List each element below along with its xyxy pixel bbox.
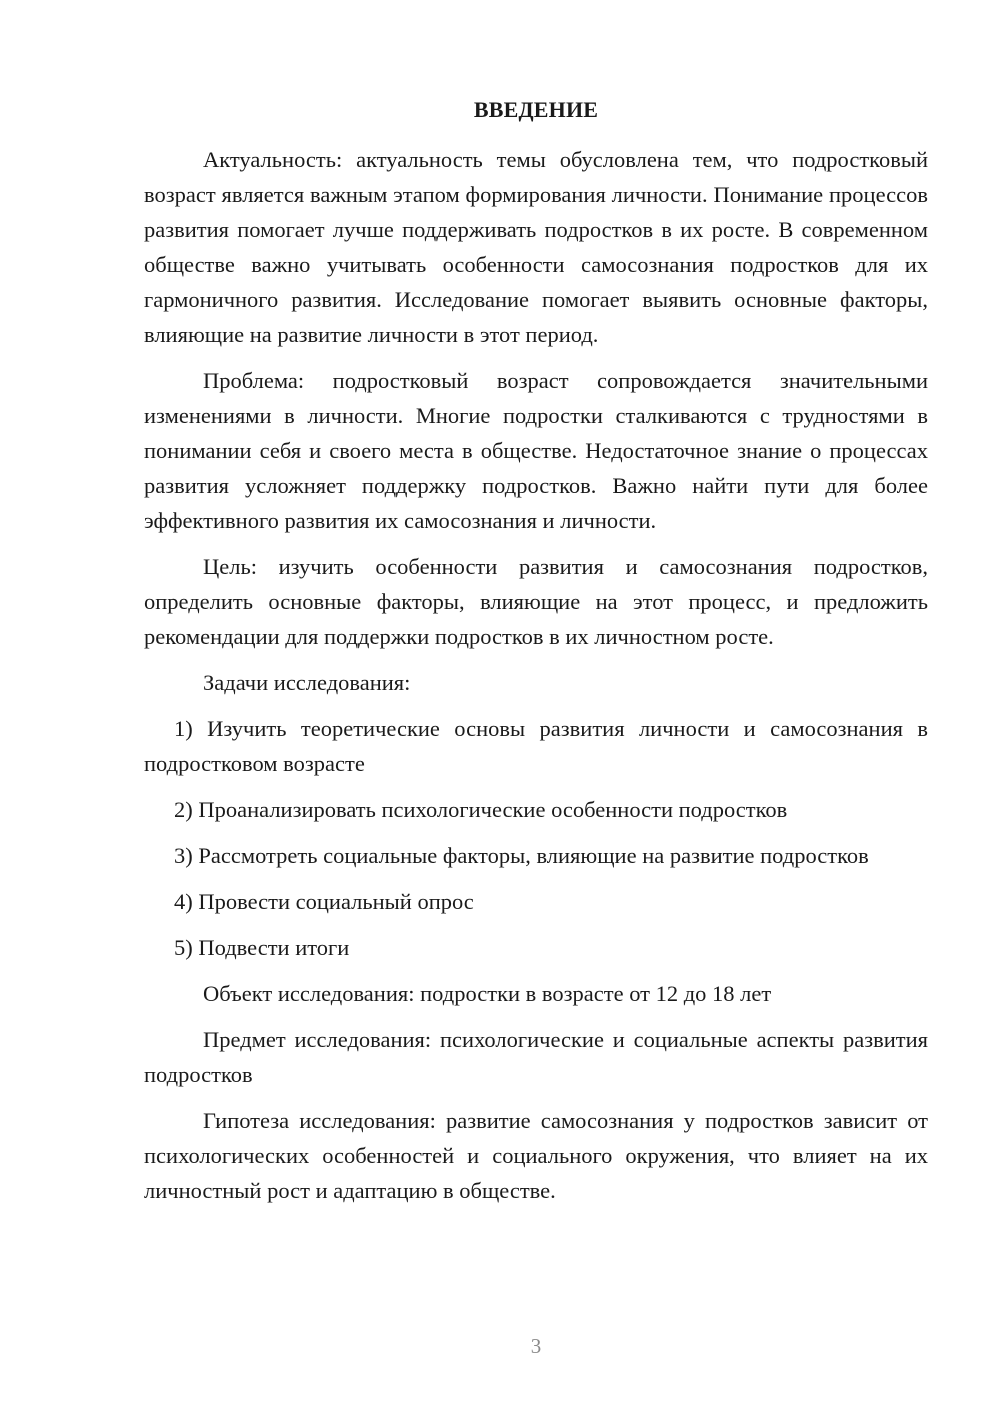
problem-paragraph: Проблема: подростковый возраст сопровождается значительными изменениями в личности. Многие подростки сталкиваются с трудностями в понимании себя и своего места в обществе. Недостаточное знание о процессах развития усложняет поддержку подростков. Важно найти пути для более эффективного развития их самосознания и личности. (144, 368, 928, 533)
research-subject-paragraph: Предмет исследования: психологические и социальные аспекты развития подростков (144, 1027, 928, 1087)
task-item-5: 5) Подвести итоги (174, 935, 350, 960)
task-item-3: 3) Рассмотреть социальные факторы, влияющие на развитие подростков (174, 843, 869, 868)
tasks-heading: Задачи исследования: (203, 670, 411, 695)
page-content (144, 94, 928, 1219)
section-title: ВВЕДЕНИЕ (473, 97, 599, 122)
research-object-paragraph: Объект исследования: подростки в возрасте от 12 до 18 лет (203, 981, 772, 1006)
task-item-1: 1) Изучить теоретические основы развития личности и самосознания в подростковом возрасте (144, 716, 928, 776)
research-hypothesis-paragraph: Гипотеза исследования: развитие самосознания у подростков зависит от психологических особенностей и социального окружения, что влияет на их личностный рост и адаптацию в обществе. (144, 1108, 928, 1203)
goal-paragraph: Цель: изучить особенности развития и самосознания подростков, определить основные факторы, влияющие на этот процесс, и предложить рекомендации для поддержки подростков в их личностном росте. (144, 554, 928, 649)
task-item-2: 2) Проанализировать психологические особенности подростков (174, 797, 788, 822)
page-number: 3 (530, 1334, 542, 1358)
task-item-4: 4) Провести социальный опрос (174, 889, 474, 914)
relevance-paragraph: Актуальность: актуальность темы обусловлена тем, что подростковый возраст является важным этапом формирования личности. Понимание процессов развития помогает лучше поддерживать подростков в их росте. В современном обществе важно учитывать особенности самосознания подростков для их гармоничного развития. Исследование помогает выявить основные факторы, влияющие на развитие личности в этот период. (144, 147, 928, 347)
